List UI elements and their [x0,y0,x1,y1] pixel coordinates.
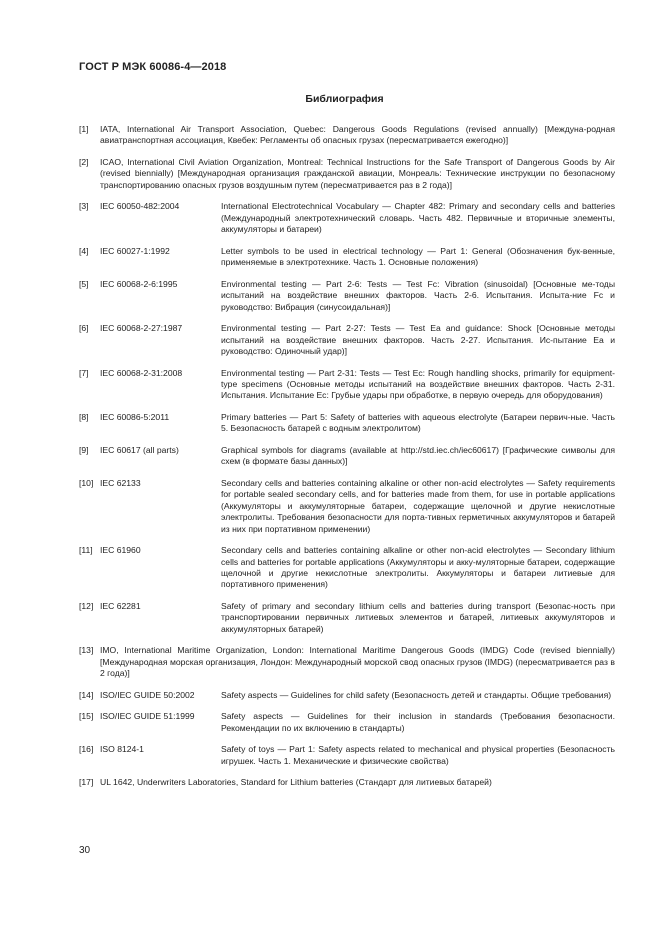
bibliography-entry [79,744,615,767]
entry-number: [12] [79,601,94,612]
bibliography-entry [79,124,615,147]
entry-text: Environmental testing — Part 2-6: Tests — Test Fc: Vibration (sinusoidal) [Основные ме-тоды испытаний на воздействие внешних факторов. Часть 2-6. Испытания. Испыта-ние Fc и руководство: Вибрация (синусоидальная)] [221,278,615,312]
entry-number: [9] [79,445,89,456]
standard-header: ГОСТ Р МЭК 60086-4—2018 [79,61,227,73]
bibliography-entry [79,279,615,313]
entry-text: Safety aspects — Guidelines for child safety (Безопасность детей и стандарты. Общие требования) [221,689,612,700]
entry-text: Environmental testing — Part 2-27: Tests — Test Ea and guidance: Shock [Основные методы испытаний на воздействие внешних факторов. Часть 2-27. Испытания. Ис-пытание Еа и руководство: Одиночный удар)] [221,323,615,357]
bibliography-entry [79,645,615,679]
bibliography-title: Библиография [305,93,384,105]
bibliography-entry [79,777,615,788]
entry-text: Environmental testing — Part 2-31: Tests — Test Ec: Rough handling shocks, primarily for equipment-type specimens (Основные методы испытаний на воздействие внешних факторов. Часть 2-31. Испытания. Испытание Ес: Грубые удары при обработке, в первую очередь для оборудования) [221,367,615,401]
entry-code: IEC 61960 [100,545,141,556]
entry-code: IEC 62133 [100,478,141,489]
entry-number: [2] [79,157,89,167]
entry-code: ISO/IEC GUIDE 51:1999 [100,711,195,722]
entry-text: ICAO, International Civil Aviation Organization, Montreal: Technical Instructions for the Safe Transport of Dangerous Goods by Air (revised biennially) [Международная организация гражданской авиации, Монреаль: Технические инструкции по безопасному транспортированию опасных грузов воздушным путем (пересматривается раз в 2 года)] [100,157,615,190]
entry-code: IEC 60617 (all parts) [100,445,179,456]
entry-code: ISO/IEC GUIDE 50:2002 [100,689,195,700]
entry-code: IEC 62281 [100,601,141,612]
entry-code: IEC 60050-482:2004 [100,201,180,212]
page-number: 30 [79,845,91,856]
entry-number: [14] [79,689,94,700]
bibliography-entry [79,246,615,269]
entry-text: UL 1642, Underwriters Laboratories, Standard for Lithium batteries (Стандарт для литиевых батарей) [100,777,492,788]
entry-number: [1] [79,124,89,134]
entry-number: [3] [79,201,89,212]
entry-text: Secondary cells and batteries containing alkaline or other non-acid electrolytes — Safety requirements for portable sealed secondary cells, and for batteries made from them, for use in portable applications (Аккумуляторы и аккумуляторные батареи, содержащие щелочной и другие некислотные электролиты. Требования безопасности для порта-тивных герметичных аккумуляторов и батарей из них при портативном применении) [221,478,615,534]
entry-number: [13] [79,645,94,656]
entry-text: International Electrotechnical Vocabulary — Chapter 482: Primary and secondary cells and batteries (Международный электротехнический словарь. Часть 482. Первичные и вторичные элементы, аккумуляторы и батареи) [221,201,615,235]
entry-code: IEC 60086-5:2011 [100,412,170,423]
bibliography-entry [79,368,615,402]
entry-number: [10] [79,478,94,489]
bibliography-entry [79,201,615,235]
entry-number: [4] [79,245,89,256]
bibliography-entry [79,157,615,191]
entry-number: [5] [79,278,89,289]
bibliography-entry [79,323,615,357]
entry-number: [8] [79,412,89,423]
entry-text: IATA, International Air Transport Association, Quebec: Dangerous Goods Regulations (revised annually) [Междуна-родная авиатранспортная ассоциация, Квебек: Регламенты об опасных грузах (пересматривается ежегодно)] [100,124,615,146]
entry-number: [17] [79,777,94,788]
entry-code: IEC 60027-1:1992 [100,245,170,256]
bibliography-entry [79,690,615,701]
entry-number: [15] [79,711,94,722]
bibliography-list [79,124,615,799]
entry-text: Graphical symbols for diagrams (available at http://std.iec.ch/iec60617) [Графические символы для схем (в формате базы данных)] [221,445,615,467]
entry-number: [7] [79,367,89,378]
entry-text: Safety of toys — Part 1: Safety aspects related to mechanical and physical properties (Безопасность игрушек. Часть 1. Механические и физические свойства) [221,744,615,766]
entry-number: [11] [79,545,93,556]
entry-code: IEC 60068-2-31:2008 [100,367,183,378]
entry-number: [16] [79,744,94,755]
entry-text: Safety of primary and secondary lithium cells and batteries during transport (Безопас-ность при транспортировании первичных литиевых элементов и батарей, литиевых аккумуляторов и аккумуляторных батарей) [221,601,615,634]
bibliography-entry [79,445,615,468]
bibliography-entry [79,545,615,591]
entry-code: IEC 60068-2-6:1995 [100,278,178,289]
entry-code: ISO 8124-1 [100,744,144,755]
entry-number: [6] [79,323,89,334]
entry-text: Secondary cells and batteries containing alkaline or other non-acid electrolytes — Secondary lithium cells and batteries for portable applications (Аккумуляторы и акку-муляторные батареи, содержащие щелочной и другие некислотные электролиты. Аккумуляторы и батареи литиевые для портативного применения) [221,545,615,590]
bibliography-entry [79,601,615,635]
bibliography-entry [79,412,615,435]
entry-text: Primary batteries — Part 5: Safety of batteries with aqueous electrolyte (Батареи первич-ные. Часть 5. Безопасность батарей с водным электролитом) [221,412,615,434]
bibliography-entry [79,711,615,734]
entry-text: IMO, International Maritime Organization, London: International Maritime Dangerous Goods (IMDG) Code (revised biennially) [Международная морская организация, Лондон: Международный морской свод опасных грузов (IMDG) (пересматривается раз в 2 года)] [100,645,615,679]
entry-text: Safety aspects — Guidelines for their inclusion in standards (Требования безопасности. Рекомендации по их включению в стандарты) [221,711,615,733]
entry-code: IEC 60068-2-27:1987 [100,323,183,334]
bibliography-entry [79,478,615,535]
entry-text: Letter symbols to be used in electrical technology — Part 1: General (Обозначения бук-венные, применяемые в электротехнике. Часть 1. Основные положения) [221,245,615,268]
